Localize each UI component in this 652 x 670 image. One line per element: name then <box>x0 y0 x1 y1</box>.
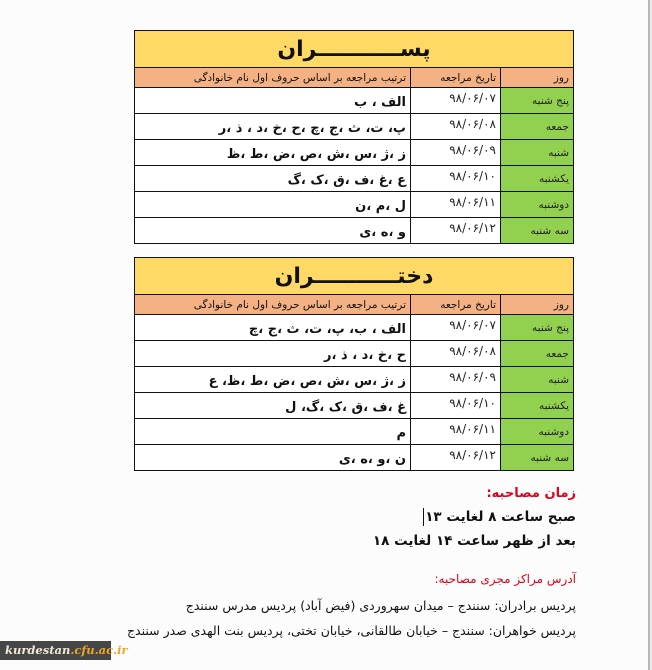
letters-cell: غ ،ف ،ق ،ک ،گ، ل <box>135 393 411 419</box>
table-row <box>135 88 574 114</box>
letters-cell: ن ،و ،ه ،ی <box>135 445 411 471</box>
header-day: روز <box>501 295 574 315</box>
day-cell: شنبه <box>501 140 574 166</box>
letters-cell: ح ،خ ،د ، ذ ،ر <box>135 341 411 367</box>
table-row <box>135 140 574 166</box>
date-cell: ۹۸/۰۶/۰۹ <box>411 367 501 393</box>
table-row <box>135 192 574 218</box>
table-row <box>135 114 574 140</box>
table-title-row <box>135 31 574 68</box>
letters-cell: و ،ه ،ی <box>135 218 411 244</box>
day-cell: شنبه <box>501 367 574 393</box>
table-header-row <box>135 68 574 88</box>
table-row <box>135 218 574 244</box>
date-cell: ۹۸/۰۶/۰۸ <box>411 114 501 140</box>
letters-cell: ز ،ژ ،س ،ش ،ص ،ض ،ط ،ظ، ع <box>135 367 411 393</box>
table-row <box>135 445 574 471</box>
interview-time-heading: زمان مصاحبه: <box>486 486 576 501</box>
address-heading: آدرس مراکز مجری مصاحبه: <box>434 572 576 586</box>
letters-cell: ع ،غ ،ف ،ق ،ک ،گ <box>135 166 411 192</box>
date-cell: ۹۸/۰۶/۱۲ <box>411 218 501 244</box>
date-cell: ۹۸/۰۶/۱۲ <box>411 445 501 471</box>
table-header-row <box>135 295 574 315</box>
day-cell: جمعه <box>501 114 574 140</box>
interview-morning-line <box>423 508 576 526</box>
date-cell: ۹۸/۰۶/۰۷ <box>411 315 501 341</box>
watermark-part1: kurdestan <box>5 643 71 657</box>
address-brothers: پردیس برادران: سنندج – میدان سهروردی (فیض آباد) پردیس مدرس سنندج <box>185 598 576 613</box>
day-cell: سه شنبه <box>501 218 574 244</box>
day-cell: پنج شنبه <box>501 315 574 341</box>
date-cell: ۹۸/۰۶/۱۰ <box>411 393 501 419</box>
header-order: ترتیب مراجعه بر اساس حروف اول نام خانوادگی <box>135 295 411 315</box>
date-cell: ۹۸/۰۶/۱۱ <box>411 419 501 445</box>
day-cell: دوشنبه <box>501 419 574 445</box>
table-title-row <box>135 258 574 295</box>
date-cell: ۹۸/۰۶/۰۹ <box>411 140 501 166</box>
address-sisters: پردیس خواهران: سنندج – خیابان طالقانی، خیابان تختی، پردیس بنت الهدی صدر سنندج <box>126 623 576 638</box>
date-cell: ۹۸/۰۶/۱۰ <box>411 166 501 192</box>
day-cell: جمعه <box>501 341 574 367</box>
site-watermark-logo <box>0 641 128 660</box>
letters-cell: ل ،م ،ن <box>135 192 411 218</box>
morning-text: صبح ساعت ۸ لغایت ۱۳ <box>425 509 576 525</box>
table-row <box>135 341 574 367</box>
header-date: تاریخ مراجعه <box>411 68 501 88</box>
watermark-part2: .cfu.ac.ir <box>70 643 128 657</box>
interview-afternoon-line: بعد از ظهر ساعت ۱۴ لغایت ۱۸ <box>372 533 576 549</box>
day-cell: یکشنبه <box>501 166 574 192</box>
header-date: تاریخ مراجعه <box>411 295 501 315</box>
table-row <box>135 419 574 445</box>
day-cell: سه شنبه <box>501 445 574 471</box>
day-cell: یکشنبه <box>501 393 574 419</box>
text-cursor <box>423 508 425 526</box>
table-row <box>135 315 574 341</box>
header-day: روز <box>501 68 574 88</box>
date-cell: ۹۸/۰۶/۱۱ <box>411 192 501 218</box>
day-cell: دوشنبه <box>501 192 574 218</box>
boys-title: پســـــــــــران <box>135 31 574 68</box>
day-cell: پنج شنبه <box>501 88 574 114</box>
table-row <box>135 367 574 393</box>
letters-cell: الف ، ب، پ، ت، ث ،ج ،چ <box>135 315 411 341</box>
table-row <box>135 393 574 419</box>
girls-title: دختـــــــــــران <box>135 258 574 295</box>
header-order: ترتیب مراجعه بر اساس حروف اول نام خانوادگی <box>135 68 411 88</box>
date-cell: ۹۸/۰۶/۰۸ <box>411 341 501 367</box>
letters-cell: پ، ت، ث ،ج ،چ ،ح ،خ ،د ، ذ ،ر <box>135 114 411 140</box>
table-row <box>135 166 574 192</box>
date-cell: ۹۸/۰۶/۰۷ <box>411 88 501 114</box>
girls-schedule-table <box>134 257 574 471</box>
letters-cell: م <box>135 419 411 445</box>
boys-schedule-table <box>134 30 574 244</box>
letters-cell: الف ، ب <box>135 88 411 114</box>
letters-cell: ز ،ژ ،س ،ش ،ص ،ض ،ط ،ظ <box>135 140 411 166</box>
